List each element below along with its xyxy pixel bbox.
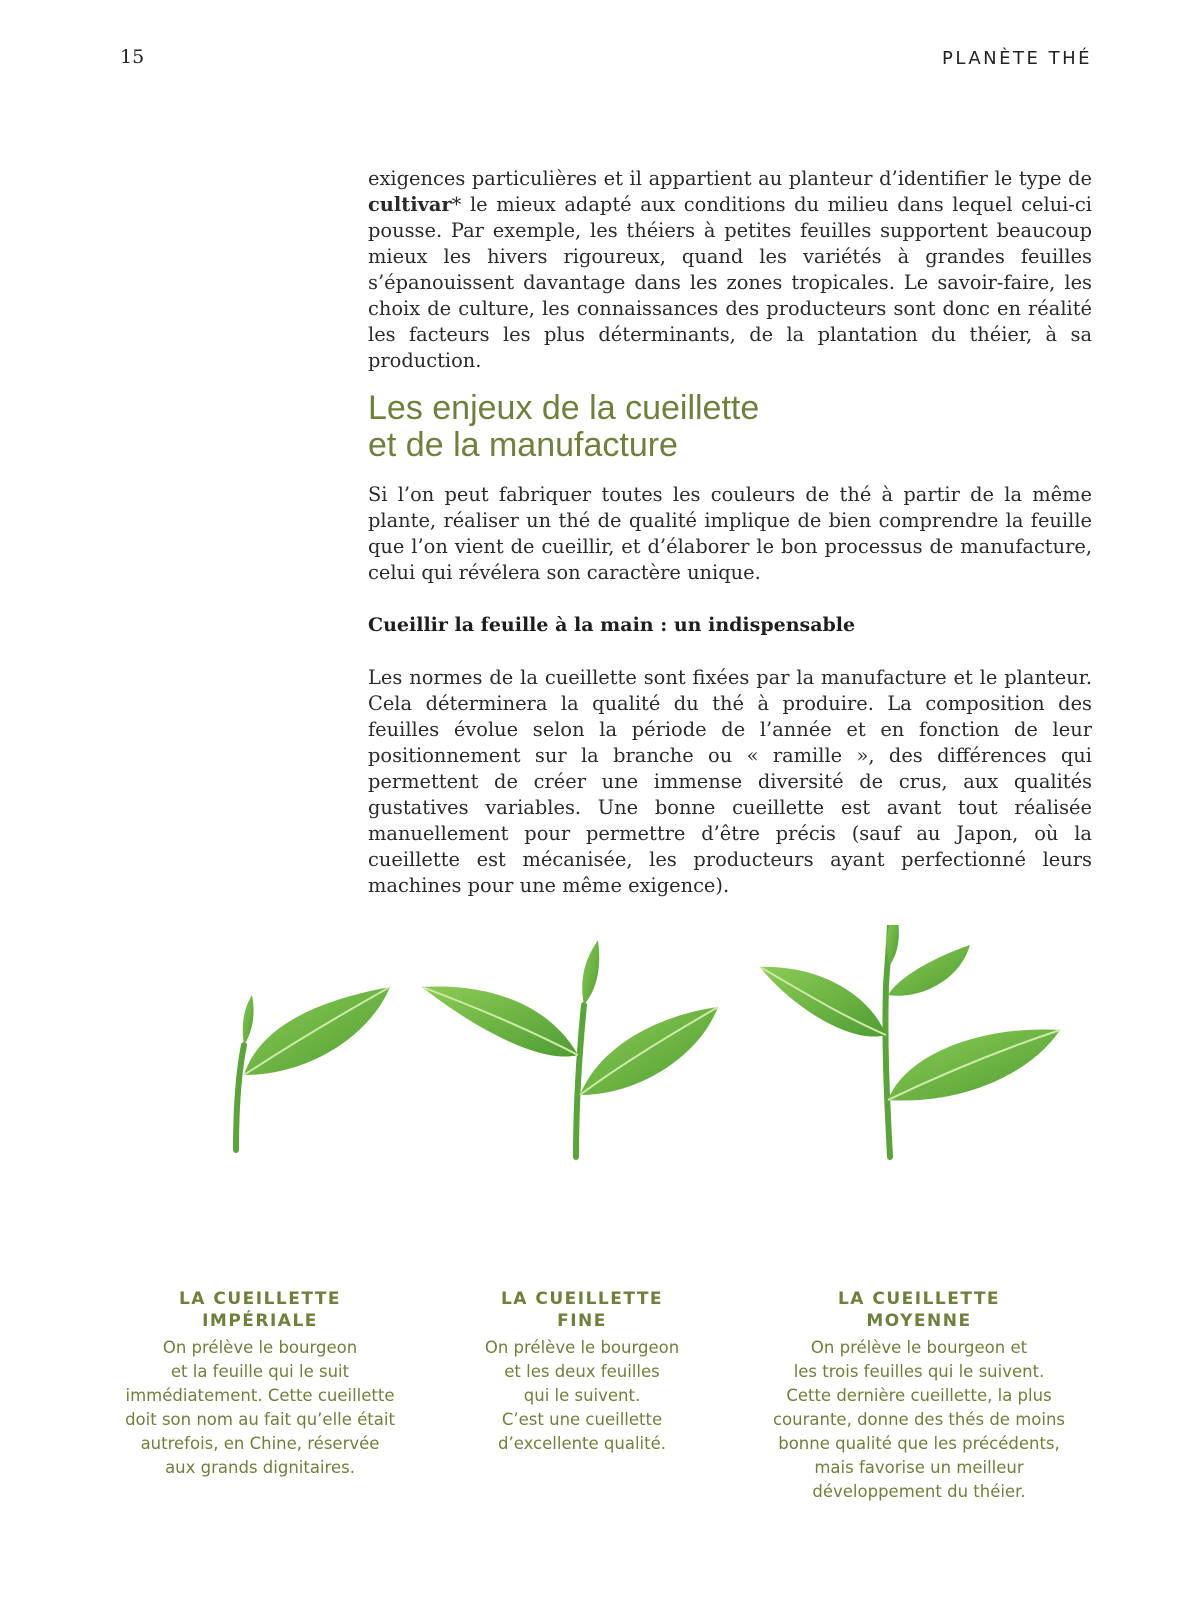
caption-line: et les deux feuilles — [504, 1362, 660, 1381]
sprig-fine-icon — [422, 940, 718, 1157]
caption-line: Cette dernière cueillette, la plus — [786, 1386, 1052, 1405]
page-number: 15 — [120, 46, 145, 68]
caption-line: immédiatement. Cette cueillette — [125, 1386, 395, 1405]
caption-moyenne — [758, 1288, 1080, 1504]
caption-fine-title-line2: FINE — [557, 1311, 607, 1331]
caption-fine-title — [440, 1288, 724, 1332]
caption-line: bonne qualité que les précédents, — [778, 1434, 1060, 1453]
caption-line: autrefois, en Chine, réservée — [140, 1434, 380, 1453]
subheading: Cueillir la feuille à la main : un indispensable — [368, 614, 856, 636]
section-heading-line2: et de la manufacture — [368, 426, 678, 464]
caption-line: On prélève le bourgeon — [162, 1338, 358, 1357]
caption-imperial-title-line2: IMPÉRIALE — [202, 1311, 318, 1331]
caption-fine-text — [440, 1336, 724, 1456]
caption-line: développement du théier. — [812, 1482, 1026, 1501]
caption-imperial — [112, 1288, 408, 1480]
section-paragraph: Si l’on peut fabriquer toutes les couleurs de thé à partir de la même plante, réaliser un thé de qualité implique de bien comprendre la feuille que l’on vient de cueillir, et d’élaborer le bon processus de manufacture, celui qui révélera son caractère unique. — [368, 483, 1092, 584]
caption-moyenne-title-line1: LA CUEILLETTE — [837, 1289, 1001, 1309]
caption-line: courante, donne des thés de moins — [772, 1410, 1066, 1429]
section-heading-line1: Les enjeux de la cueillette — [368, 389, 760, 427]
cultivar-term: cultivar — [368, 193, 452, 216]
caption-moyenne-title-line2: MOYENNE — [866, 1311, 972, 1331]
caption-line: aux grands dignitaires. — [165, 1458, 355, 1477]
caption-fine-title-line1: LA CUEILLETTE — [500, 1289, 664, 1309]
caption-line: mais favorise un meilleur — [814, 1458, 1024, 1477]
tea-sprigs-illustration — [200, 925, 1100, 1205]
caption-line: doit son nom au fait qu’elle était — [125, 1410, 395, 1429]
caption-line: qui le suivent. — [523, 1386, 641, 1405]
sprig-imperial-icon — [236, 987, 390, 1150]
caption-imperial-title-line1: LA CUEILLETTE — [178, 1289, 342, 1309]
subheading-paragraph: Les normes de la cueillette sont fixées par la manufacture et le planteur. Cela déterminera la qualité du thé à produire. La composition des feuilles évolue selon la période de l’année et en fonction de leur positionnement sur la branche ou « ramille », des différences qui permettent de créer une immense diversité de crus, aux qualités gustatives variables. Une bonne cueillette est avant tout réalisée manuellement pour permettre d’être précis (sauf au Japon, où la cueillette est mécanisée, les producteurs ayant perfectionné leurs machines pour une même exigence). — [368, 666, 1092, 897]
caption-line: et la feuille qui le suit — [170, 1362, 350, 1381]
running-title: PLANÈTE THÉ — [942, 48, 1092, 69]
caption-imperial-text — [112, 1336, 408, 1480]
intro-paragraph — [368, 166, 1092, 374]
caption-line: On prélève le bourgeon — [484, 1338, 680, 1357]
caption-line: On prélève le bourgeon et — [810, 1338, 1028, 1357]
section-heading — [368, 390, 1092, 464]
caption-line: d’excellente qualité. — [498, 1434, 666, 1453]
sprig-moyenne-icon — [760, 925, 1060, 1157]
caption-imperial-title — [112, 1288, 408, 1332]
intro-text-start: exigences particulières et il appartient au planteur d’identifier le type de — [368, 167, 1092, 190]
caption-moyenne-text — [758, 1336, 1080, 1504]
caption-line: C’est une cueillette — [501, 1410, 663, 1429]
intro-text-end: * le mieux adapté aux conditions du milieu dans lequel celui-ci pousse. Par exemple, les théiers à petites feuilles supportent beaucoup mieux les hivers rigoureux, quand les variétés à grandes feuilles s’épanouissent davantage dans les zones tropicales. Le savoir-faire, les choix de culture, les connaissances des producteurs sont donc en réalité les facteurs les plus déterminants, de la plantation du théier, à sa production. — [368, 193, 1092, 372]
caption-moyenne-title — [758, 1288, 1080, 1332]
caption-line: les trois feuilles qui le suivent. — [793, 1362, 1045, 1381]
caption-fine — [440, 1288, 724, 1456]
